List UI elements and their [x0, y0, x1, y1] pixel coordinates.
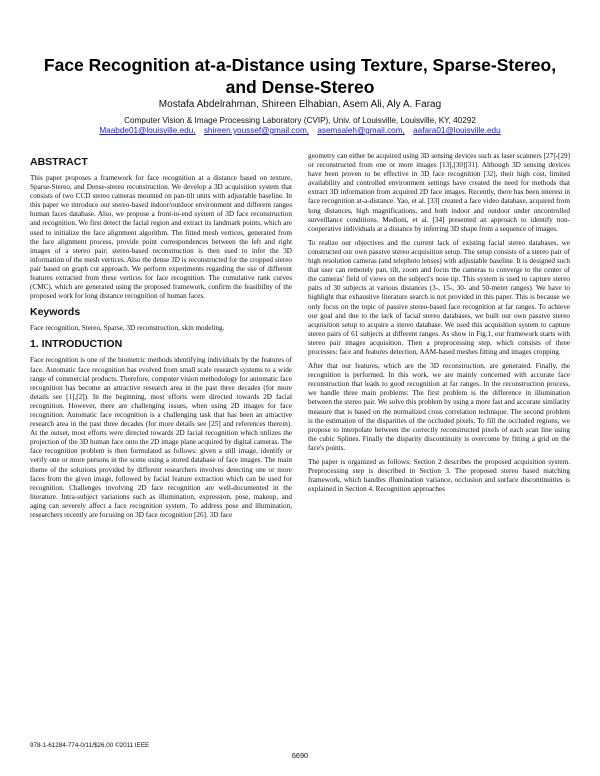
abstract-heading: ABSTRACT: [30, 156, 88, 168]
author-list: Mostafa Abdelrahman, Shireen Elhabian, Asem Ali, Aly A. Farag: [158, 99, 442, 110]
email-link-3[interactable]: asemsaleh@gmail.com,: [317, 126, 405, 135]
email-list: [20, 126, 580, 136]
keywords-heading: Keywords: [30, 306, 81, 319]
email-link-1[interactable]: Maabde01@louisville.edu,: [99, 126, 196, 135]
introduction-paragraph: Face recognition is one of the biometric methods identifying individuals by the features of face. Automatic face recognition has evolved from small scale research systems to a wide range of commercial products. Therefore, computer vision methodology for automatic face recognition has become an attractive research area in the past three decades (for more details see [1],[2]). In the beginning, most efforts were directed towards 2D facial recognition. However, there are challenging issues, when using 2D images for face recognition. Automatic face recognition is a challenging task that has been an attractive research area in the past three decades (for more details see [25] and references therein). At the outset, most efforts were directed towards 2D facial recognition which utilizes the projection of the 3D human face onto the 2D image plane acquired by digital cameras. The face recognition problem is then formulated as follows: given a still image, identify or verify one or more persons in the scene using a stored database of face images. The main theme of the solutions provided by different researchers involves detecting one or more faces from the given image, followed by facial feature extraction which can be used for recognition. Challenges involving 2D face recognition are well-documented in the literature. Intra-subject variations such as illumination, expression, pose, makeup, and aging can severely affect a face recognition system. To address pose and illumination, researchers recently are focusing on 3D face recognition [26]. 3D face: [30, 356, 292, 519]
body-paragraph-1: geometry can either be acquired using 3D sensing devices such as laser scanners [27]-[29] or reconstructed from one or more images [13],[30][31]. Although 3D sensing devices have been proven to be effective in 3D face recognition [32], their high cost, limited availability and controlled environment settings have created the need for methods that extract 3D information from acquired 2D face images. Recently, there has been interest in face recognition at-a-distance. Yao, et al. [33] created a face video database, acquired from long distances, high magnifications, and both indoor and outdoor under uncontrolled surveillance conditions. Medioni, et al. [34] presented an approach to identify non-cooperative individuals at a distance by inferring 3D shape from a sequence of images.: [308, 152, 570, 233]
keywords-text: Face recognition, Stereo, Sparse, 3D reconstruction, skin modeling.: [30, 324, 225, 333]
right-column: [308, 152, 570, 499]
email-link-4[interactable]: aafara01@louisville.edu: [413, 126, 501, 135]
copyright-notice: 978-1-61284-774-0/11/$26.00 ©2011 IEEE: [30, 742, 150, 749]
introduction-heading: 1. INTRODUCTION: [30, 338, 123, 351]
body-paragraph-4: The paper is organized as follows: Section 2 describes the proposed acquisition system. Preprocessing step is described in Section 3. The proposed stereo based matching framework, which handles illumination variance, occlusion and surface discontinuities is explained in Section 4. Recognition approaches: [308, 458, 570, 494]
email-link-2[interactable]: shireen.youssef@gmail.com,: [203, 126, 310, 135]
paper-title: Face Recognition at-a-Distance using Texture, Sparse-Stereo, and Dense-Stereo: [43, 55, 557, 97]
body-paragraph-3: After that our features, which are the 3D reconstruction, are generated. Finally, the recognition is performed. In this work, we are mainly concerned with accurate face reconstruction that leads to good recognition at far ranges. In the reconstruction process, we handle three main problems: The first problem is the difference in illumination between the stereo pair. We solve this problem by using a more fast and accurate similarity measure that is based on the normalized cross correlation technique. The second problem is the estimation of the disparities of the occluded pixels. To fill the occluded regions, we propose to interpolate between the correctly reconstructed pixels of each scan line using the cubic Splines. Finally the disparity discontinuity is overcome by fitting a grid on the face's points.: [308, 362, 570, 452]
body-paragraph-2: To realize our objectives and the current lack of existing facial stereo databases, we constructed our own passive stereo acquisition setup. The setup consists of a stereo pair of high resolution cameras (and telephoto lenses) with adjustable baseline. It is designed such that user can remotely pan, tilt, zoom and focus the cameras to converge to the center of the cameras' field of views on the subject's nose tip. This system is used to capture stereo pairs of 30 subjects at various distances (3-, 15-, 30- and 50-meter ranges). We have to highlight that exhaustive literature search is not provided in this paper. This is because we only focus on the topic of passive stereo-based face recognition at far ranges. To achieve our goal and due to the lack of facial stereo databases, we built our own passive stereo acquisition setup to acquire a stereo database. We used this acquisition system to capture stereo pairs of 61 subjects at different ranges. As show in Fig.1, our framework starts with stereo pair images acquisition. Then a preprocessing step, which consists of three processes: face and features detection, AAM-based meshes fitting and images cropping.: [308, 238, 570, 356]
page-number: 6690: [291, 751, 309, 760]
abstract-text: This paper proposes a framework for face recognition at a distance based on texture, Sparse-Stereo, and Dense-stereo reconstruction. We develop a 3D acquisition system that consists of two CCD stereo cameras mounted on pan-tilt units with adjustable baseline. In this paper we introduce our stereo-based indoor/outdoor environment and different ranges human faces database. Also, we propose a front-to-end system of 3D face reconstruction and recognition. We first detect the facial region and extract its landmark points, which are used to initialize the face alignment algorithm. The fitted mesh vertices, generated from the face alignment process, provide point correspondences between the left and right images of a stereo pair; stereo-based reconstruction is then used to infer the 3D information of the mesh vertices. Also the dense 3D is reconstructed for the cropped stereo pair based on graph cut approach. We perform experiments regarding the use of different features extracted from these vertices for face recognition. The cumulative rank curves (CMC), which are generated using the proposed framework, confirm the feasibility of the proposed work for long distance recognition of human faces.: [30, 174, 292, 301]
affiliation: Computer Vision & Image Processing Laboratory (CVIP), Univ. of Louisville, Louisville, KY, 40292: [124, 116, 476, 125]
left-column: [30, 152, 292, 525]
